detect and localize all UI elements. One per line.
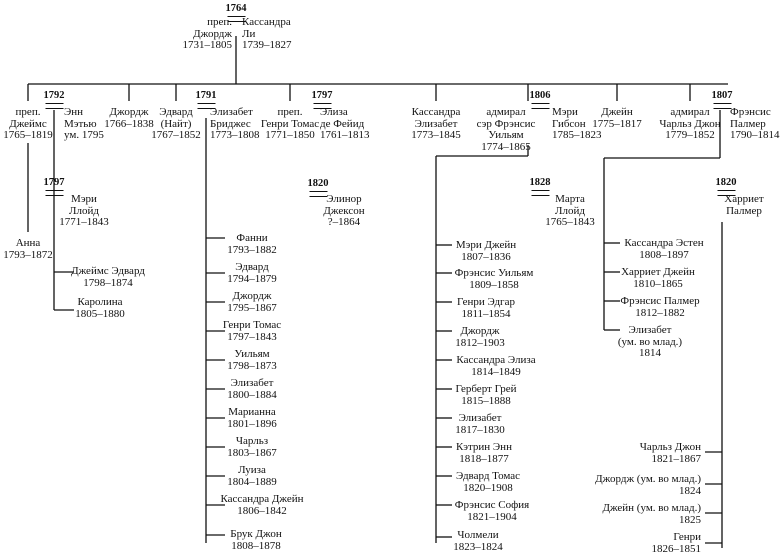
george-austen-senior: преп. Джордж 1731–1805 bbox=[182, 16, 232, 51]
marriage-year-1820-charles: 1820 bbox=[716, 178, 737, 196]
mary-lloyd: Мэри Ллойд 1771–1843 bbox=[59, 193, 109, 228]
edward-child: Чарльз 1803–1867 bbox=[227, 435, 277, 459]
james-edward-austen: Джеймс Эдвард 1798–1874 bbox=[71, 265, 145, 289]
francis-child: Фрэнсис Уильям 1809–1858 bbox=[454, 267, 534, 291]
charles-child-first-marriage: Элизабет (ум. во млад.) 1814 bbox=[617, 324, 683, 359]
francis-child: Фрэнсис София 1821–1904 bbox=[454, 499, 530, 523]
charles-child-first-marriage: Харриет Джейн 1810–1865 bbox=[621, 266, 695, 290]
marriage-year-1797-henry: 1797 bbox=[312, 91, 333, 109]
charles-child-second-marriage: Чарльз Джон 1821–1867 bbox=[639, 441, 701, 465]
charles-child-second-marriage: Генри 1826–1851 bbox=[651, 531, 701, 555]
francis-child: Элизабет 1817–1830 bbox=[455, 412, 505, 436]
edward-child: Фанни 1793–1882 bbox=[227, 232, 277, 256]
edward-child: Кассандра Джейн 1806–1842 bbox=[220, 493, 304, 517]
edward-child: Генри Томас 1797–1843 bbox=[222, 319, 282, 343]
edward-child: Луиза 1804–1889 bbox=[227, 464, 277, 488]
marriage-year-1807: 1807 bbox=[712, 91, 733, 109]
elizabeth-bridges: Элизабет Бриджес 1773–1808 bbox=[210, 106, 260, 141]
eleanor-jackson: Элинор Джексон ?–1864 bbox=[323, 193, 365, 228]
francis-child: Герберт Грей 1815–1888 bbox=[455, 383, 517, 407]
anna-austen: Анна 1793–1872 bbox=[3, 237, 53, 261]
marriage-year-1797-james: 1797 bbox=[44, 178, 65, 196]
edward-knight: Эдвард (Найт) 1767–1852 bbox=[151, 106, 201, 141]
charles-child-second-marriage: Джордж (ум. во млад.) 1824 bbox=[595, 473, 701, 497]
martha-lloyd: Марта Ллойд 1765–1843 bbox=[545, 193, 595, 228]
francis-child: Чолмели 1823–1824 bbox=[453, 529, 503, 553]
francis-child: Кэтрин Энн 1818–1877 bbox=[456, 441, 512, 465]
edward-child: Джордж 1795–1867 bbox=[227, 290, 277, 314]
jane-austen: Джейн 1775–1817 bbox=[592, 106, 642, 130]
francis-child: Кассандра Элиза 1814–1849 bbox=[456, 354, 536, 378]
charles-child-first-marriage: Фрэнсис Палмер 1812–1882 bbox=[620, 295, 700, 319]
francis-child: Генри Эдгар 1811–1854 bbox=[457, 296, 515, 320]
cassandra-leigh: Кассандра Ли 1739–1827 bbox=[242, 16, 292, 51]
charles-austen: адмирал Чарльз Джон 1779–1852 bbox=[659, 106, 721, 141]
marriage-year-1792: 1792 bbox=[44, 91, 65, 109]
eliza-de-feuillide: Элиза де Фейид 1761–1813 bbox=[320, 106, 370, 141]
francis-child: Джордж 1812–1903 bbox=[455, 325, 505, 349]
francis-child: Мэри Джейн 1807–1836 bbox=[455, 239, 517, 263]
fanny-palmer: Фрэнсис Палмер 1790–1814 bbox=[730, 106, 780, 141]
charles-child-first-marriage: Кассандра Эстен 1808–1897 bbox=[624, 237, 704, 261]
edward-child: Элизабет 1800–1884 bbox=[227, 377, 277, 401]
edward-child: Уильям 1798–1873 bbox=[227, 348, 277, 372]
cassandra-elizabeth-austen: Кассандра Элизабет 1773–1845 bbox=[411, 106, 461, 141]
george-austen: Джордж 1766–1838 bbox=[104, 106, 154, 130]
edward-child: Брук Джон 1808–1878 bbox=[230, 528, 282, 552]
henry-austen: преп. Генри Томас 1771–1850 bbox=[260, 106, 320, 141]
marriage-year-1820-henry: 1820 bbox=[308, 179, 329, 197]
harriet-palmer: Харриет Палмер bbox=[724, 193, 764, 217]
anne-mathew: Энн Мэтью ум. 1795 bbox=[64, 106, 104, 141]
edward-child: Марианна 1801–1896 bbox=[227, 406, 277, 430]
james-austen: преп. Джеймс 1765–1819 bbox=[3, 106, 53, 141]
marriage-year-1791: 1791 bbox=[196, 91, 217, 109]
marriage-year-1764: 1764 bbox=[226, 4, 247, 22]
marriage-year-1806: 1806 bbox=[530, 91, 551, 109]
francis-child: Эдвард Томас 1820–1908 bbox=[455, 470, 521, 494]
edward-child: Эдвард 1794–1879 bbox=[227, 261, 277, 285]
charles-child-second-marriage: Джейн (ум. во млад.) 1825 bbox=[602, 502, 701, 526]
caroline-austen: Каролина 1805–1880 bbox=[75, 296, 125, 320]
marriage-year-1828: 1828 bbox=[530, 178, 551, 196]
francis-austen: адмирал сэр Фрэнсис Уильям 1774–1865 bbox=[476, 106, 536, 153]
mary-gibson: Мэри Гибсон 1785–1823 bbox=[552, 106, 602, 141]
